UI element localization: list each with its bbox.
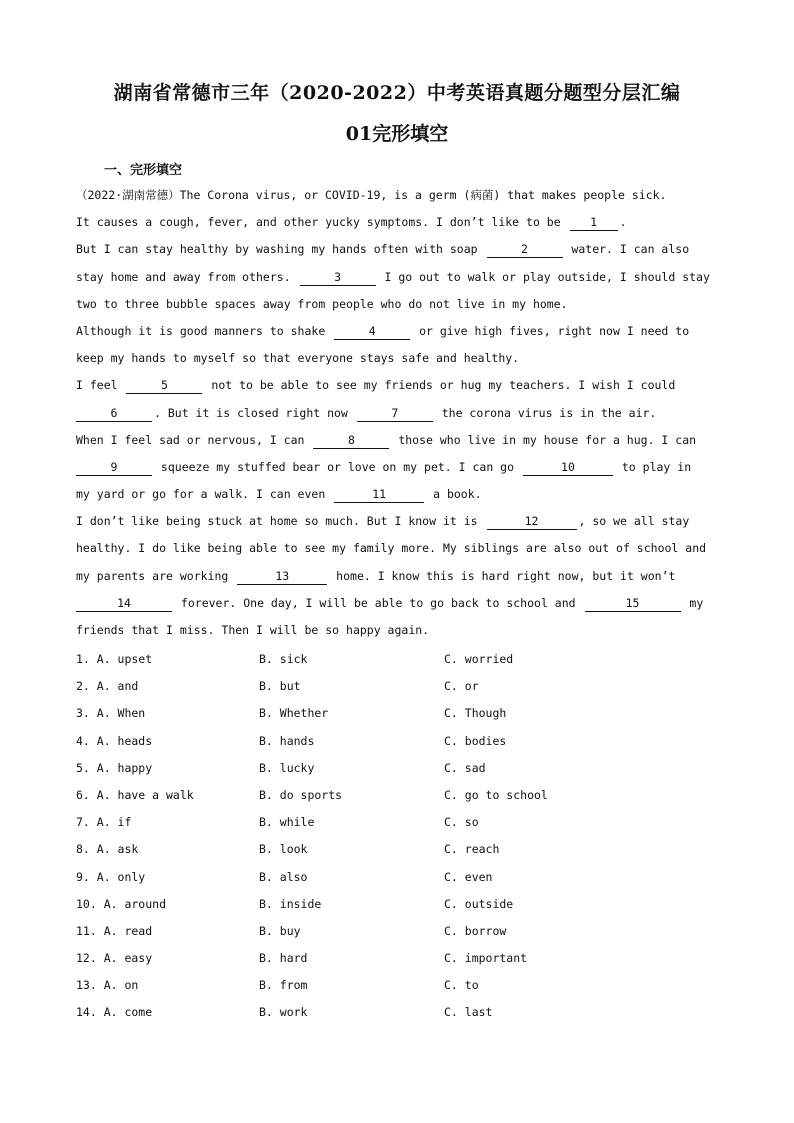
option-row <box>76 728 726 755</box>
passage-text: I feel <box>76 378 125 393</box>
passage-text: squeeze my stuffed bear or love on my pet. I can go <box>154 459 521 474</box>
option-a: 8. A. ask <box>76 842 139 857</box>
passage-line <box>76 563 726 590</box>
passage-text: my parents are working <box>76 568 236 583</box>
passage-line <box>76 345 726 372</box>
passage-text: Although it is good manners to shake <box>76 323 333 338</box>
passage-text: I don’t like being stuck at home so much. But I know it is <box>76 514 485 529</box>
option-b: B. buy <box>259 923 301 938</box>
option-b: B. hard <box>259 951 308 966</box>
passage-text: my <box>682 595 704 610</box>
option-c: C. reach <box>444 842 500 857</box>
option-a: 14. A. come <box>76 1005 153 1020</box>
blank-6: 6 <box>76 406 152 422</box>
cloze-passage <box>76 182 726 644</box>
passage-line <box>76 590 726 617</box>
option-b: B. lucky <box>259 760 315 775</box>
blank-1: 1 <box>570 215 618 231</box>
passage-line <box>76 617 726 644</box>
passage-line <box>76 318 726 345</box>
option-row <box>76 755 726 782</box>
passage-text: , so we all stay <box>578 514 690 529</box>
option-row <box>76 836 726 863</box>
option-b: B. also <box>259 869 308 884</box>
blank-8: 8 <box>313 433 389 449</box>
passage-text: It causes a cough, fever, and other yucky symptoms. I don’t like to be <box>76 215 568 230</box>
blank-12: 12 <box>487 514 577 530</box>
passage-text: friends that I miss. Then I will be so happy again. <box>76 623 430 637</box>
option-a: 12. A. easy <box>76 951 153 966</box>
option-c: C. even <box>444 869 493 884</box>
passage-text: two to three bubble spaces away from people who do not live in my home. <box>76 296 568 311</box>
option-row <box>76 782 726 809</box>
option-a: 13. A. on <box>76 978 139 993</box>
option-row <box>76 999 726 1026</box>
option-row <box>76 945 726 972</box>
option-a: 6. A. have a walk <box>76 787 194 802</box>
option-a: 1. A. upset <box>76 652 153 666</box>
option-a: 3. A. When <box>76 706 146 721</box>
option-c: C. worried <box>444 652 514 666</box>
option-c: C. sad <box>444 760 486 775</box>
document-subtitle: 01完形填空 <box>345 123 449 145</box>
passage-line <box>76 182 726 209</box>
option-c: C. Though <box>444 706 507 721</box>
passage-text: my yard or go for a walk. I can even <box>76 487 333 502</box>
option-b: B. while <box>259 815 315 830</box>
passage-text: . But it is closed right now <box>154 405 355 420</box>
option-c: C. borrow <box>444 923 507 938</box>
option-b: B. Whether <box>259 706 329 721</box>
blank-9: 9 <box>76 460 152 476</box>
section-heading: 一、完形填空 <box>104 163 183 178</box>
passage-text: stay home and away from others. <box>76 269 298 284</box>
option-c: C. important <box>444 951 528 966</box>
option-row <box>76 673 726 700</box>
blank-7: 7 <box>357 406 433 422</box>
passage-text: those who live in my house for a hug. I can <box>391 432 697 447</box>
passage-line <box>76 427 726 454</box>
option-b: B. from <box>259 978 308 993</box>
passage-text: healthy. I do like being able to see my family more. My siblings are also out of school and <box>76 541 707 556</box>
option-a: 4. A. heads <box>76 733 153 748</box>
passage-text: （2022·湖南常德）The Corona virus, or COVID-19, is a germ (病菌) that makes people sick. <box>76 188 667 202</box>
passage-text: the corona virus is in the air. <box>434 405 657 420</box>
option-c: C. or <box>444 679 479 694</box>
option-row <box>76 646 726 673</box>
option-a: 5. A. happy <box>76 760 153 775</box>
option-b: B. look <box>259 842 308 857</box>
passage-text: a book. <box>426 487 482 502</box>
passage-line <box>76 291 726 318</box>
blank-3: 3 <box>300 270 376 286</box>
option-c: C. outside <box>444 896 514 911</box>
answer-options <box>76 646 726 1027</box>
passage-text: water. I can also <box>564 242 690 257</box>
option-row <box>76 918 726 945</box>
option-a: 10. A. around <box>76 896 167 911</box>
passage-text: not to be able to see my friends or hug my teachers. I wish I could <box>204 378 676 393</box>
passage-line <box>76 372 726 399</box>
passage-text: to play in <box>614 459 692 474</box>
option-row <box>76 700 726 727</box>
option-c: C. so <box>444 815 479 830</box>
blank-11: 11 <box>334 487 424 503</box>
blank-5: 5 <box>126 378 202 394</box>
option-a: 7. A. if <box>76 815 132 830</box>
option-row <box>76 864 726 891</box>
passage-text: When I feel sad or nervous, I can <box>76 432 312 447</box>
blank-2: 2 <box>487 242 563 258</box>
option-b: B. sick <box>259 652 308 666</box>
blank-15: 15 <box>585 596 681 612</box>
passage-line <box>76 400 726 427</box>
passage-line <box>76 481 726 508</box>
passage-text: home. I know this is hard right now, but it won’t <box>329 568 676 583</box>
option-row <box>76 891 726 918</box>
option-b: B. hands <box>259 733 315 748</box>
option-b: B. but <box>259 679 301 694</box>
passage-text: But I can stay healthy by washing my hands often with soap <box>76 242 485 257</box>
option-c: C. go to school <box>444 787 548 802</box>
passage-text: forever. One day, I will be able to go back to school and <box>174 595 583 610</box>
option-row <box>76 972 726 999</box>
option-c: C. bodies <box>444 733 507 748</box>
passage-text: . <box>619 215 627 230</box>
blank-10: 10 <box>523 460 613 476</box>
passage-text: keep my hands to myself so that everyone stays safe and healthy. <box>76 351 520 366</box>
option-a: 11. A. read <box>76 923 153 938</box>
passage-text: I go out to walk or play outside, I should stay <box>377 269 710 284</box>
option-c: C. to <box>444 978 479 993</box>
option-c: C. last <box>444 1005 493 1020</box>
passage-line <box>76 508 726 535</box>
option-b: B. inside <box>259 896 322 911</box>
passage-line <box>76 264 726 291</box>
passage-text: or give high fives, right now I need to <box>412 323 690 338</box>
option-row <box>76 809 726 836</box>
option-a: 9. A. only <box>76 869 146 884</box>
blank-13: 13 <box>237 569 327 585</box>
option-a: 2. A. and <box>76 679 139 694</box>
passage-line <box>76 209 726 236</box>
blank-4: 4 <box>334 324 410 340</box>
passage-line <box>76 535 726 562</box>
passage-line <box>76 236 726 263</box>
option-b: B. work <box>259 1005 308 1020</box>
document-title: 湖南省常德市三年（2020-2022）中考英语真题分题型分层汇编 <box>113 82 681 104</box>
passage-line <box>76 454 726 481</box>
option-b: B. do sports <box>259 787 343 802</box>
blank-14: 14 <box>76 596 172 612</box>
